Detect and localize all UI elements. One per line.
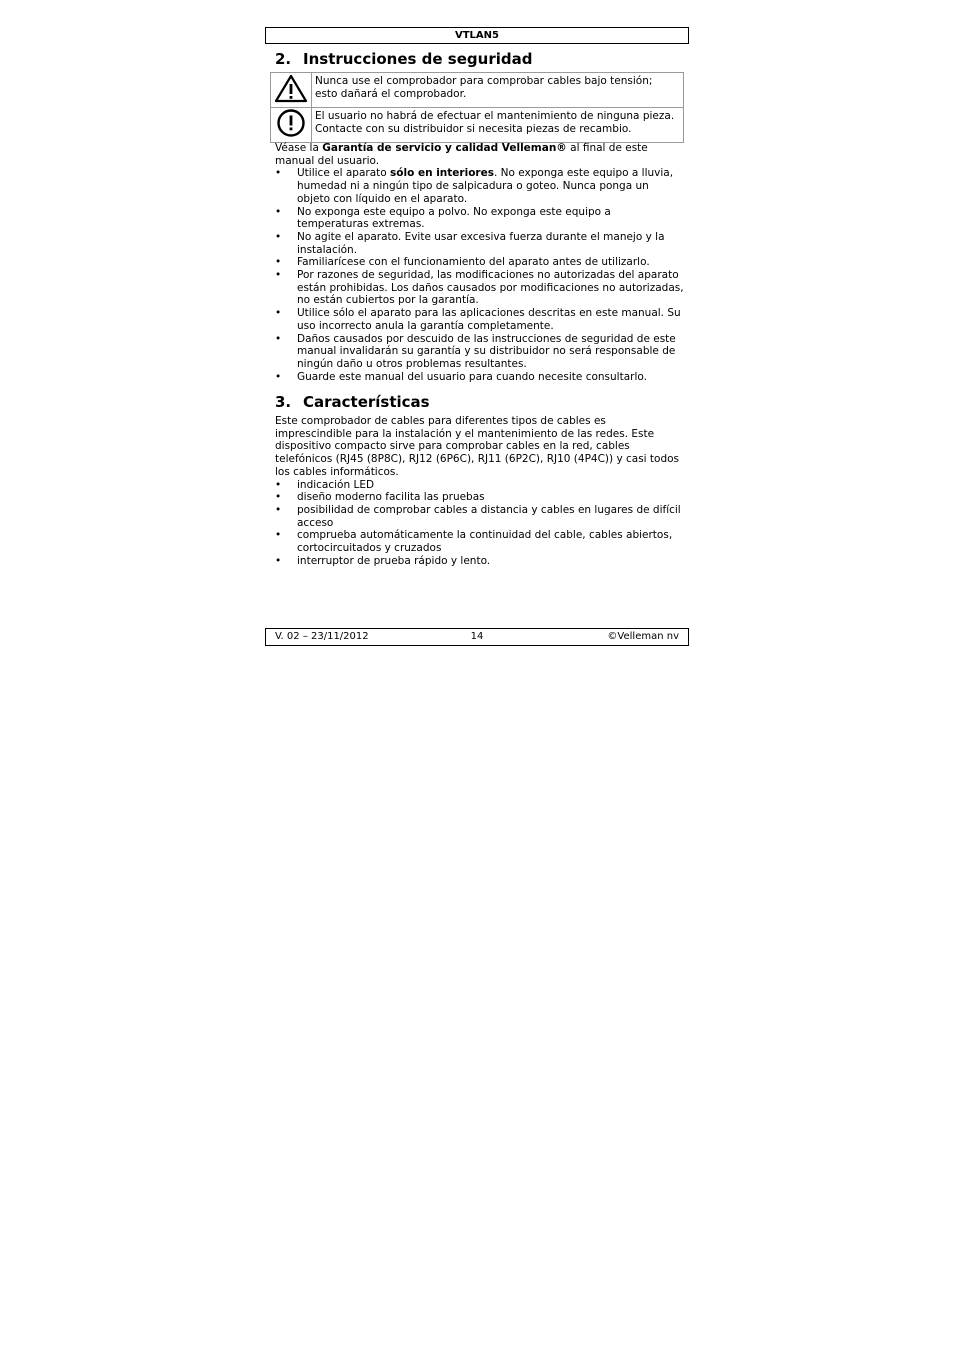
list-item bbox=[275, 555, 685, 568]
warning-text-cell bbox=[312, 108, 684, 143]
list-item bbox=[275, 307, 685, 332]
warning-line: El usuario no habrá de efectuar el mantenimiento de ninguna pieza. bbox=[315, 110, 675, 122]
list-item-text: indicación LED bbox=[297, 478, 375, 491]
list-item-text: . No exponga este equipo a lluvia, humedad ni a ningún tipo de salpicadura o goteo. Nunca ponga un objeto con líquido en el aparato. bbox=[297, 167, 674, 205]
list-item bbox=[275, 529, 685, 554]
safety-warning-table bbox=[270, 72, 684, 143]
bullet-icon: • bbox=[275, 332, 282, 345]
bullet-icon: • bbox=[275, 503, 282, 516]
warranty-note-pre: Véase la bbox=[275, 142, 323, 154]
list-item-text: interruptor de prueba rápido y lento. bbox=[297, 554, 491, 567]
list-item bbox=[275, 504, 685, 529]
bullet-icon: • bbox=[275, 167, 282, 180]
bullet-icon: • bbox=[275, 256, 282, 269]
list-item-text: Por razones de seguridad, las modificaciones no autorizadas del aparato están prohibidas. Los daños causados por modificaciones no autorizadas, no están cubiertos por la garantía. bbox=[297, 269, 684, 307]
warranty-note bbox=[275, 142, 685, 167]
list-item bbox=[275, 269, 685, 307]
list-item-text: Utilice el aparato bbox=[297, 167, 391, 180]
list-item bbox=[275, 371, 685, 384]
list-item-text: No agite el aparato. Evite usar excesiva fuerza durante el manejo y la instalación. bbox=[297, 230, 665, 256]
list-item bbox=[275, 256, 685, 269]
section-3-body bbox=[275, 415, 685, 567]
bullet-icon: • bbox=[275, 529, 282, 542]
list-item bbox=[275, 206, 685, 231]
warranty-note-bold: Garantía de servicio y calidad Velleman® bbox=[322, 142, 567, 154]
warning-icon-cell bbox=[271, 73, 312, 108]
warning-line: Nunca use el comprobador para comprobar cables bajo tensión; bbox=[315, 75, 653, 87]
warranty-note-post: al final de este manual del usuario. bbox=[275, 142, 648, 167]
list-item bbox=[275, 333, 685, 371]
list-item bbox=[275, 491, 685, 504]
warning-triangle-icon bbox=[273, 94, 309, 106]
list-item bbox=[275, 231, 685, 256]
bullet-icon: • bbox=[275, 205, 282, 218]
features-intro: Este comprobador de cables para diferentes tipos de cables es imprescindible para la instalación y el mantenimiento de las redes. Este dispositivo compacto sirve para comprobar cables en la red, cables telefónicos (RJ45 (8P8C), RJ12 (6P6C), RJ11 (6P2C), RJ10 (4P4C)) y casi todos los cables informáticos. bbox=[275, 415, 680, 478]
list-item-text: No exponga este equipo a polvo. No exponga este equipo a temperaturas extremas. bbox=[297, 205, 611, 231]
section-2-heading bbox=[275, 50, 532, 68]
bullet-icon: • bbox=[275, 307, 282, 320]
warning-row bbox=[271, 108, 684, 143]
exclamation-circle-icon bbox=[275, 129, 307, 141]
list-item-text: Utilice sólo el aparato para las aplicaciones descritas en este manual. Su uso incorrecto anula la garantía completamente. bbox=[297, 307, 681, 332]
section-2-body bbox=[275, 142, 685, 383]
version-date: V. 02 – 23/11/2012 bbox=[275, 631, 369, 642]
warning-line: Contacte con su distribuidor si necesita piezas de recambio. bbox=[315, 123, 632, 135]
list-item-bold: sólo en interiores bbox=[390, 167, 494, 180]
list-item-text: Guarde este manual del usuario para cuando necesite consultarlo. bbox=[297, 370, 647, 383]
list-item bbox=[275, 479, 685, 492]
model-name: VTLAN5 bbox=[455, 30, 499, 41]
bullet-icon: • bbox=[275, 478, 282, 491]
page-number: 14 bbox=[470, 631, 484, 642]
list-item-text: Familiarícese con el funcionamiento del aparato antes de utilizarlo. bbox=[297, 256, 650, 269]
warning-text-cell bbox=[312, 73, 684, 108]
bullet-icon: • bbox=[275, 230, 282, 243]
section-3-heading bbox=[275, 393, 430, 411]
section-3-number: 3. bbox=[275, 393, 292, 411]
list-item-text: comprueba automáticamente la continuidad del cable, cables abiertos, cortocircuitados y cruzados bbox=[297, 529, 673, 555]
features-list bbox=[275, 479, 685, 568]
page-footer bbox=[265, 628, 689, 646]
bullet-icon: • bbox=[275, 370, 282, 383]
section-2-title: Instrucciones de seguridad bbox=[303, 50, 533, 68]
section-3-title: Características bbox=[303, 393, 430, 411]
page-header bbox=[265, 27, 689, 44]
list-item-text: diseño moderno facilita las pruebas bbox=[297, 491, 485, 504]
bullet-icon: • bbox=[275, 554, 282, 567]
copyright: ©Velleman nv bbox=[607, 631, 679, 642]
list-item bbox=[275, 167, 685, 205]
warning-icon-cell bbox=[271, 108, 312, 143]
safety-list bbox=[275, 167, 685, 383]
warning-line: esto dañará el comprobador. bbox=[315, 88, 467, 100]
bullet-icon: • bbox=[275, 269, 282, 282]
bullet-icon: • bbox=[275, 491, 282, 504]
list-item-text: Daños causados por descuido de las instrucciones de seguridad de este manual invalidarán su garantía y su distribuidor no será responsable de ningún daño u otros problemas resultantes. bbox=[297, 332, 676, 370]
warning-row bbox=[271, 73, 684, 108]
list-item-text: posibilidad de comprobar cables a distancia y cables en lugares de difícil acceso bbox=[297, 503, 681, 529]
section-2-number: 2. bbox=[275, 50, 292, 68]
